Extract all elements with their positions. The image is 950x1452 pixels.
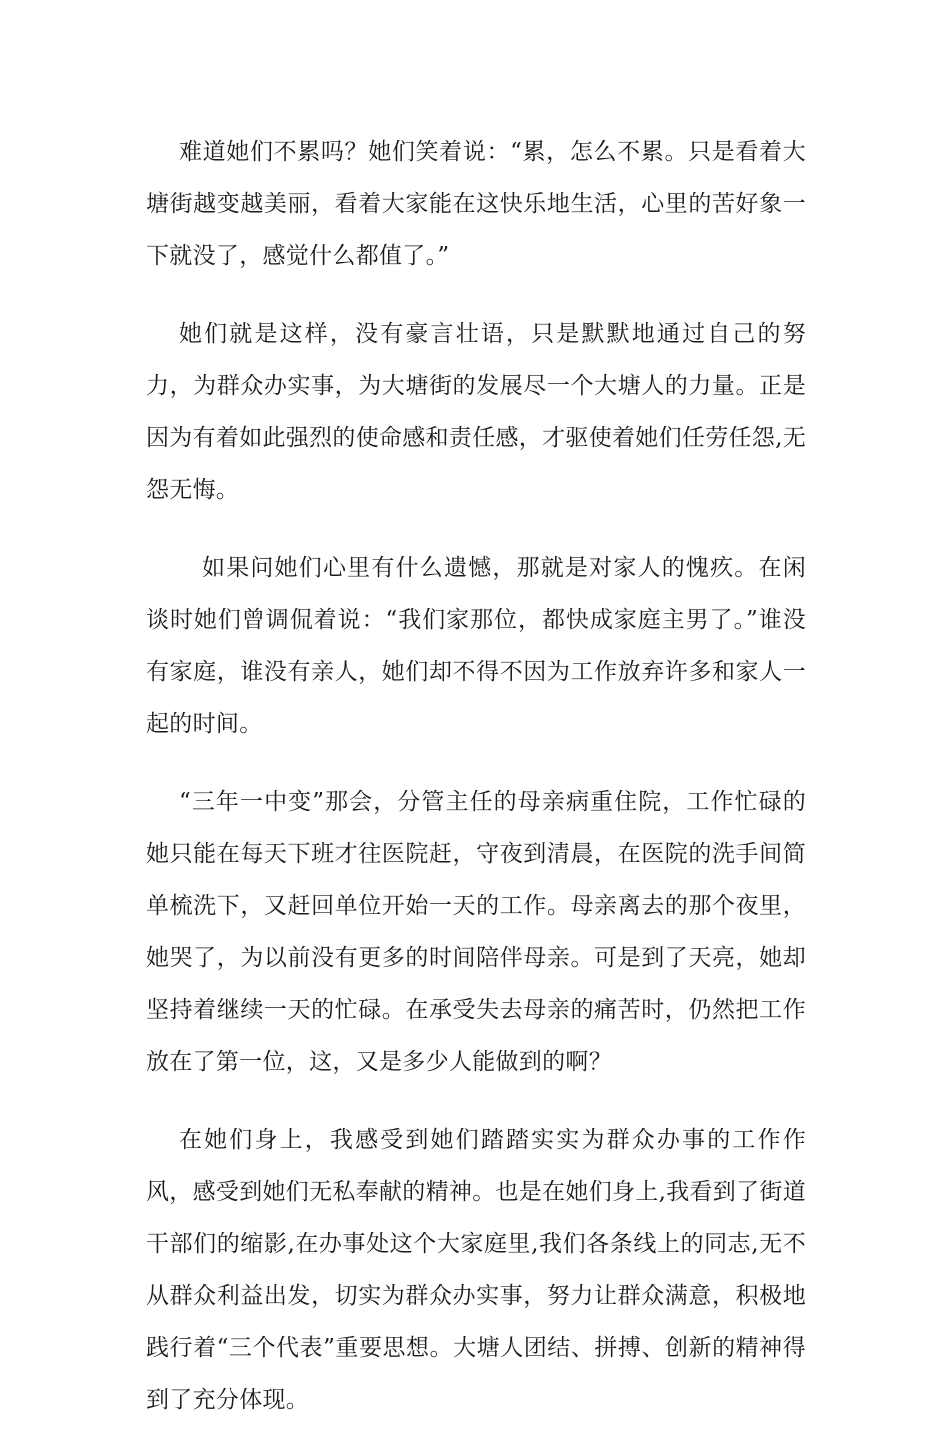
document-body <box>146 126 806 1452</box>
paragraph-5: 在她们身上，我感受到她们踏踏实实为群众办事的工作作风，感受到她们无私奉献的精神。也是在她们身上,我看到了街道干部们的缩影,在办事处这个大家庭里,我们各条线上的同志,无不从群众利益出发，切实为群众办实事，努力让群众满意，积极地践行着“三个代表”重要思想。大塘人团结、拼搏、创新的精神得到了充分体现。 <box>146 1127 807 1413</box>
paragraph-4: “三年一中变”那会，分管主任的母亲病重住院，工作忙碌的她只能在每天下班才往医院赶，守夜到清晨，在医院的洗手间简单梳洗下，又赶回单位开始一天的工作。母亲离去的那个夜里，她哭了，为以前没有更多的时间陪伴母亲。可是到了天亮，她却坚持着继续一天的忙碌。在承受失去母亲的痛苦时，仍然把工作放在了第一位，这，又是多少人能做到的啊？ <box>146 789 806 1075</box>
paragraph-3: 如果问她们心里有什么遗憾，那就是对家人的愧疚。在闲谈时她们曾调侃着说：“我们家那位，都快成家庭主男了。”谁没有家庭，谁没有亲人，她们却不得不因为工作放弃许多和家人一起的时间。 <box>146 555 806 737</box>
paragraph-2: 她们就是这样，没有豪言壮语，只是默默地通过自己的努力，为群众办实事，为大塘街的发展尽一个大塘人的力量。正是因为有着如此强烈的使命感和责任感，才驱使着她们任劳任怨,无怨无悔。 <box>146 321 807 503</box>
paragraph-1: 难道她们不累吗？她们笑着说：“累，怎么不累。只是看着大塘街越变越美丽，看着大家能在这快乐地生活，心里的苦好象一下就没了，感觉什么都值了。” <box>146 139 806 269</box>
